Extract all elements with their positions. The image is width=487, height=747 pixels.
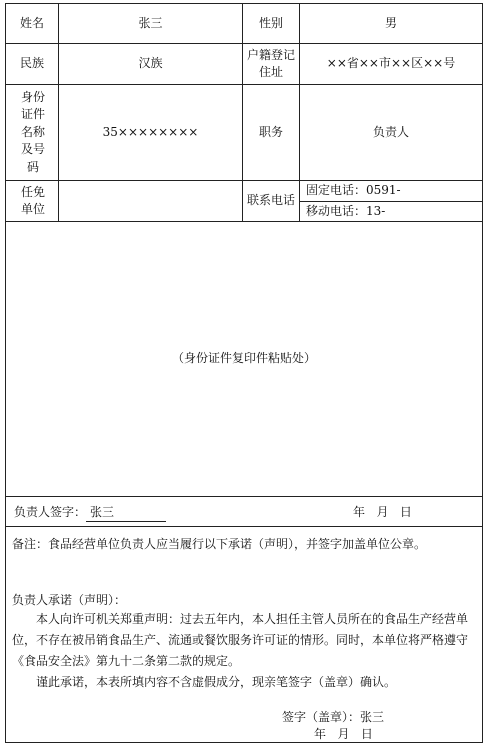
appoint-value	[59, 181, 242, 221]
contact-label: 联系电话	[246, 193, 295, 208]
gender-label: 性别	[258, 15, 283, 30]
pledge-title: 负责人承诺（声明）：	[12, 593, 127, 607]
signature-date: 年 月 日	[353, 505, 412, 519]
responsible-person-form	[5, 3, 483, 743]
id-label: 身份证件名称及号码	[20, 90, 45, 174]
id-copy-paste-area: （身份证件复印件粘贴处）	[171, 351, 316, 366]
ethnic-value: 汉族	[138, 56, 163, 71]
signature-label: 负责人签字：	[14, 505, 87, 519]
pledge-affirmation: 谨此承诺，本表所填内容不含虚假成分，现亲笔签字（盖章）确认。	[36, 675, 397, 689]
pledge-date-line: 年 月 日	[314, 727, 373, 741]
pledge-paragraph: 本人向许可机关郑重声明：过去五年内，本人担任主管人员所在的食品生产经营单位，不存在被吊销食品生产、流通或餐饮服务许可证的情形。同时，本单位将严格遵守《食品安全法》第九十二条第二款的规定。	[12, 612, 469, 668]
household-label: 户籍登记住址	[246, 47, 295, 79]
pledge-sign-line: 签字（盖章）：张三	[282, 710, 385, 724]
landline-value: 固定电话：0591-	[306, 183, 401, 198]
appoint-label: 任免单位	[20, 184, 45, 216]
mobile-value: 移动电话：13-	[306, 203, 386, 218]
name-value: 张三	[138, 15, 163, 30]
note-text: 备注：食品经营单位负责人应当履行以下承诺（声明），并签字加盖单位公章。	[12, 537, 427, 551]
position-value: 负责人	[372, 124, 409, 139]
household-value: ××省××市××区××号	[326, 56, 456, 71]
signature-value: 张三	[86, 504, 166, 522]
row-divider	[6, 526, 482, 527]
gender-value: 男	[384, 15, 397, 30]
name-label: 姓名	[19, 15, 44, 30]
row-divider	[6, 496, 482, 497]
id-value: 35××××××××	[102, 124, 199, 139]
ethnic-label: 民族	[19, 56, 44, 71]
signature-row	[14, 504, 166, 522]
position-label: 职务	[258, 124, 283, 139]
